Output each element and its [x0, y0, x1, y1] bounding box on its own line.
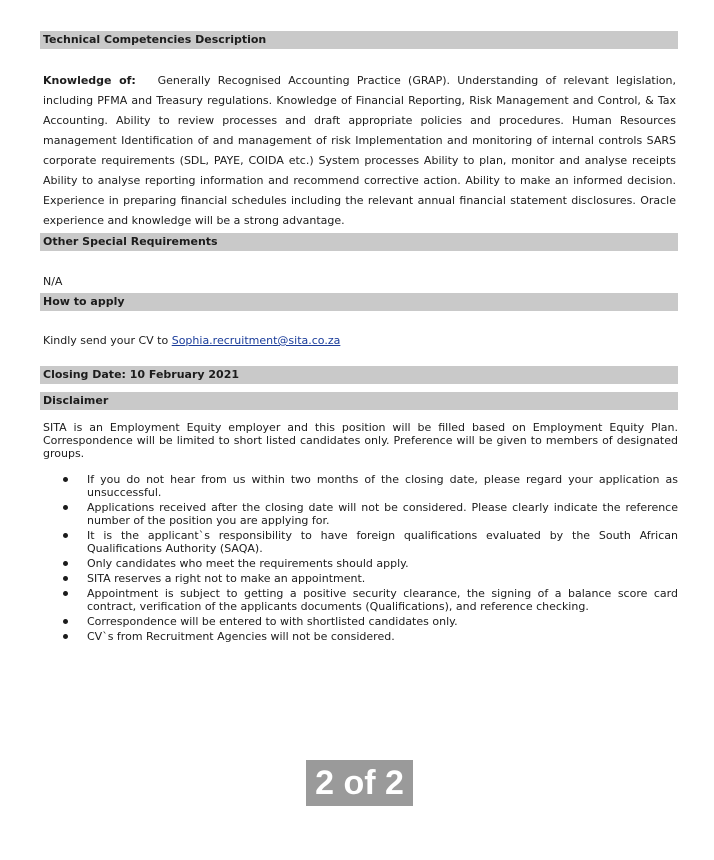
bullet-icon: [63, 576, 68, 581]
bullet-icon: [63, 634, 68, 639]
list-item: Applications received after the closing date will not be considered. Please clearly indicate the reference number of the position you are applying for.: [60, 501, 678, 527]
how-to-apply-heading: How to apply: [40, 293, 678, 311]
apply-text: Kindly send your CV to: [43, 334, 169, 347]
page-indicator-badge: 2 of 2: [306, 760, 413, 806]
list-item: Appointment is subject to getting a positive security clearance, the signing of a balance score card contract, verification of the applicants documents (Qualifications), and reference checking.: [60, 587, 678, 613]
bullet-icon: [63, 619, 68, 624]
other-special-requirements-heading: Other Special Requirements: [40, 233, 678, 251]
disclaimer-paragraph: SITA is an Employment Equity employer and this position will be filled based on Employment Equity Plan. Correspondence will be limited to short listed candidates only. Preference will be given to members of designated groups.: [43, 421, 678, 460]
bullet-icon: [63, 591, 68, 596]
bullet-icon: [63, 505, 68, 510]
disclaimer-heading: Disclaimer: [40, 392, 678, 410]
list-item: It is the applicant`s responsibility to have foreign qualifications evaluated by the South African Qualifications Authority (SAQA).: [60, 529, 678, 555]
knowledge-paragraph: [43, 71, 676, 231]
list-item: If you do not hear from us within two months of the closing date, please regard your application as unsuccessful.: [60, 473, 678, 499]
disclaimer-bullet-list: [60, 473, 678, 645]
special-requirements-text: N/A: [43, 275, 63, 288]
apply-instructions: [43, 334, 340, 348]
bullet-icon: [63, 561, 68, 566]
technical-competencies-heading: Technical Competencies Description: [40, 31, 678, 49]
list-item: Only candidates who meet the requirements should apply.: [60, 557, 678, 570]
closing-date-heading: Closing Date: 10 February 2021: [40, 366, 678, 384]
recruitment-email-link[interactable]: Sophia.recruitment@sita.co.za: [171, 334, 341, 347]
bullet-icon: [63, 533, 68, 538]
bullet-icon: [63, 477, 68, 482]
knowledge-label: Knowledge of:: [43, 74, 136, 87]
list-item: Correspondence will be entered to with shortlisted candidates only.: [60, 615, 678, 628]
list-item: CV`s from Recruitment Agencies will not be considered.: [60, 630, 678, 643]
list-item: SITA reserves a right not to make an appointment.: [60, 572, 678, 585]
knowledge-text: Generally Recognised Accounting Practice (GRAP). Understanding of relevant legislation, including PFMA and Treasury regulations. Knowledge of Financial Reporting, Risk Management and Control, & Tax Accounting. Ability to review processes and draft appropriate policies and procedures. Human Resources management Identification of and management of risk Implementation and monitoring of internal controls SARS corporate requirements (SDL, PAYE, COIDA etc.) System processes Ability to plan, monitor and analyse receipts Ability to analyse reporting information and recommend corrective action. Ability to make an informed decision. Experience in preparing financial schedules including the relevant annual financial statement disclosures. Oracle experience and knowledge will be a strong advantage.: [43, 74, 676, 227]
